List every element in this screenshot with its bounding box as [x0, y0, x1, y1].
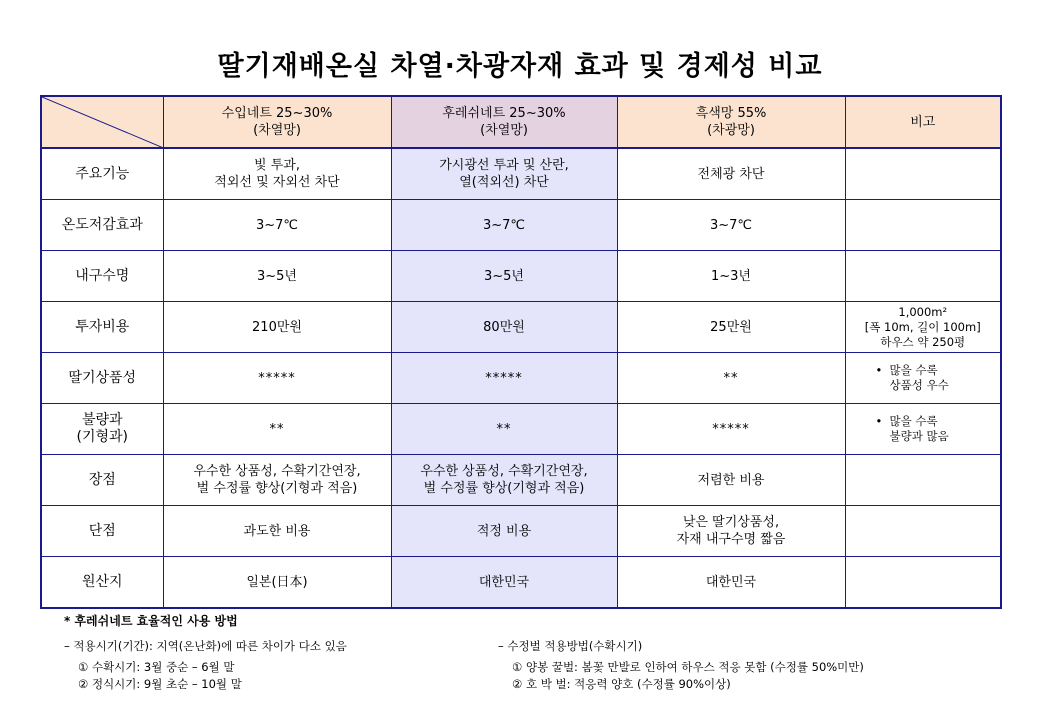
column-header: 수입네트 25~30% (차열망) [163, 96, 391, 148]
note-cell: 1,000m² [폭 10m, 길이 100m] 하우스 약 250평 [845, 302, 1001, 353]
note-cell [845, 251, 1001, 302]
table-cell: 3~5년 [391, 251, 617, 302]
note-cell [845, 455, 1001, 506]
bullet-icon: • [875, 414, 883, 428]
comparison-table [40, 95, 1002, 609]
table-row [41, 302, 1001, 353]
table-cell: 빛 투과, 적외선 및 자외선 차단 [163, 148, 391, 200]
table-row [41, 455, 1001, 506]
note-cell [845, 557, 1001, 609]
footer-right-item: ① 양봉 꿀벌: 봄꽃 만발로 인하여 하우스 적응 못함 (수정률 50%미만) [512, 660, 864, 674]
table-row [41, 404, 1001, 455]
rating-stars: ***** [617, 404, 845, 455]
table-cell: 3~7℃ [163, 200, 391, 251]
footer-left-title: – 적용시기(기간): 지역(온난화)에 따른 차이가 다소 있음 [64, 639, 347, 653]
table-row [41, 200, 1001, 251]
note-cell [845, 148, 1001, 200]
note-cell [845, 506, 1001, 557]
table-cell: 전체광 차단 [617, 148, 845, 200]
footer-heading: * 후레쉬네트 효율적인 사용 방법 [64, 614, 238, 628]
table-cell: 낮은 딸기상품성, 자재 내구수명 짧음 [617, 506, 845, 557]
table-header-row [41, 96, 1001, 148]
table-cell: 3~7℃ [391, 200, 617, 251]
table-cell: 1~3년 [617, 251, 845, 302]
row-label: 내구수명 [41, 251, 163, 302]
footer-right-title: – 수정벌 적용방법(수확시기) [498, 639, 643, 653]
footer-left-item: ① 수확시기: 3월 중순 – 6월 말 [78, 660, 235, 674]
note-cell [845, 200, 1001, 251]
corner-cell [41, 96, 163, 148]
table-row [41, 251, 1001, 302]
row-label: 불량과 (기형과) [41, 404, 163, 455]
row-label: 주요기능 [41, 148, 163, 200]
footer-right-item: ② 호 박 벌: 적응력 양호 (수정률 90%이상) [512, 677, 731, 691]
rating-stars: ** [391, 404, 617, 455]
row-label: 원산지 [41, 557, 163, 609]
note-cell: • 많을 수록 상품성 우수 [845, 353, 1001, 404]
column-header: 후레쉬네트 25~30% (차열망) [391, 96, 617, 148]
rating-stars: ***** [163, 353, 391, 404]
table-cell: 우수한 상품성, 수확기간연장, 벌 수정률 향상(기형과 적음) [391, 455, 617, 506]
table-cell: 저렴한 비용 [617, 455, 845, 506]
rating-stars: ** [163, 404, 391, 455]
row-label: 딸기상품성 [41, 353, 163, 404]
table-row [41, 353, 1001, 404]
footer-left-item: ② 정식시기: 9월 초순 – 10월 말 [78, 677, 242, 691]
row-label: 투자비용 [41, 302, 163, 353]
table-row [41, 557, 1001, 609]
table-cell: 3~5년 [163, 251, 391, 302]
table-cell: 대한민국 [617, 557, 845, 609]
rating-stars: ** [617, 353, 845, 404]
table-row [41, 506, 1001, 557]
column-header: 흑색망 55% (차광망) [617, 96, 845, 148]
table-cell: 3~7℃ [617, 200, 845, 251]
table-cell: 일본(日本) [163, 557, 391, 609]
column-header: 비고 [845, 96, 1001, 148]
table-row [41, 148, 1001, 200]
page-title: 딸기재배온실 차열·차광자재 효과 및 경제성 비교 [217, 51, 823, 82]
table-cell: 우수한 상품성, 수확기간연장, 벌 수정률 향상(기형과 적음) [163, 455, 391, 506]
table-cell: 가시광선 투과 및 산란, 열(적외선) 차단 [391, 148, 617, 200]
row-label: 단점 [41, 506, 163, 557]
table-cell: 25만원 [617, 302, 845, 353]
table-cell: 210만원 [163, 302, 391, 353]
rating-stars: ***** [391, 353, 617, 404]
note-cell: • 많을 수록 불량과 많음 [845, 404, 1001, 455]
diagonal-line [42, 97, 166, 149]
bullet-icon: • [875, 363, 883, 377]
table-cell: 80만원 [391, 302, 617, 353]
row-label: 온도저감효과 [41, 200, 163, 251]
row-label: 장점 [41, 455, 163, 506]
table-cell: 적정 비용 [391, 506, 617, 557]
table-cell: 과도한 비용 [163, 506, 391, 557]
table-cell: 대한민국 [391, 557, 617, 609]
